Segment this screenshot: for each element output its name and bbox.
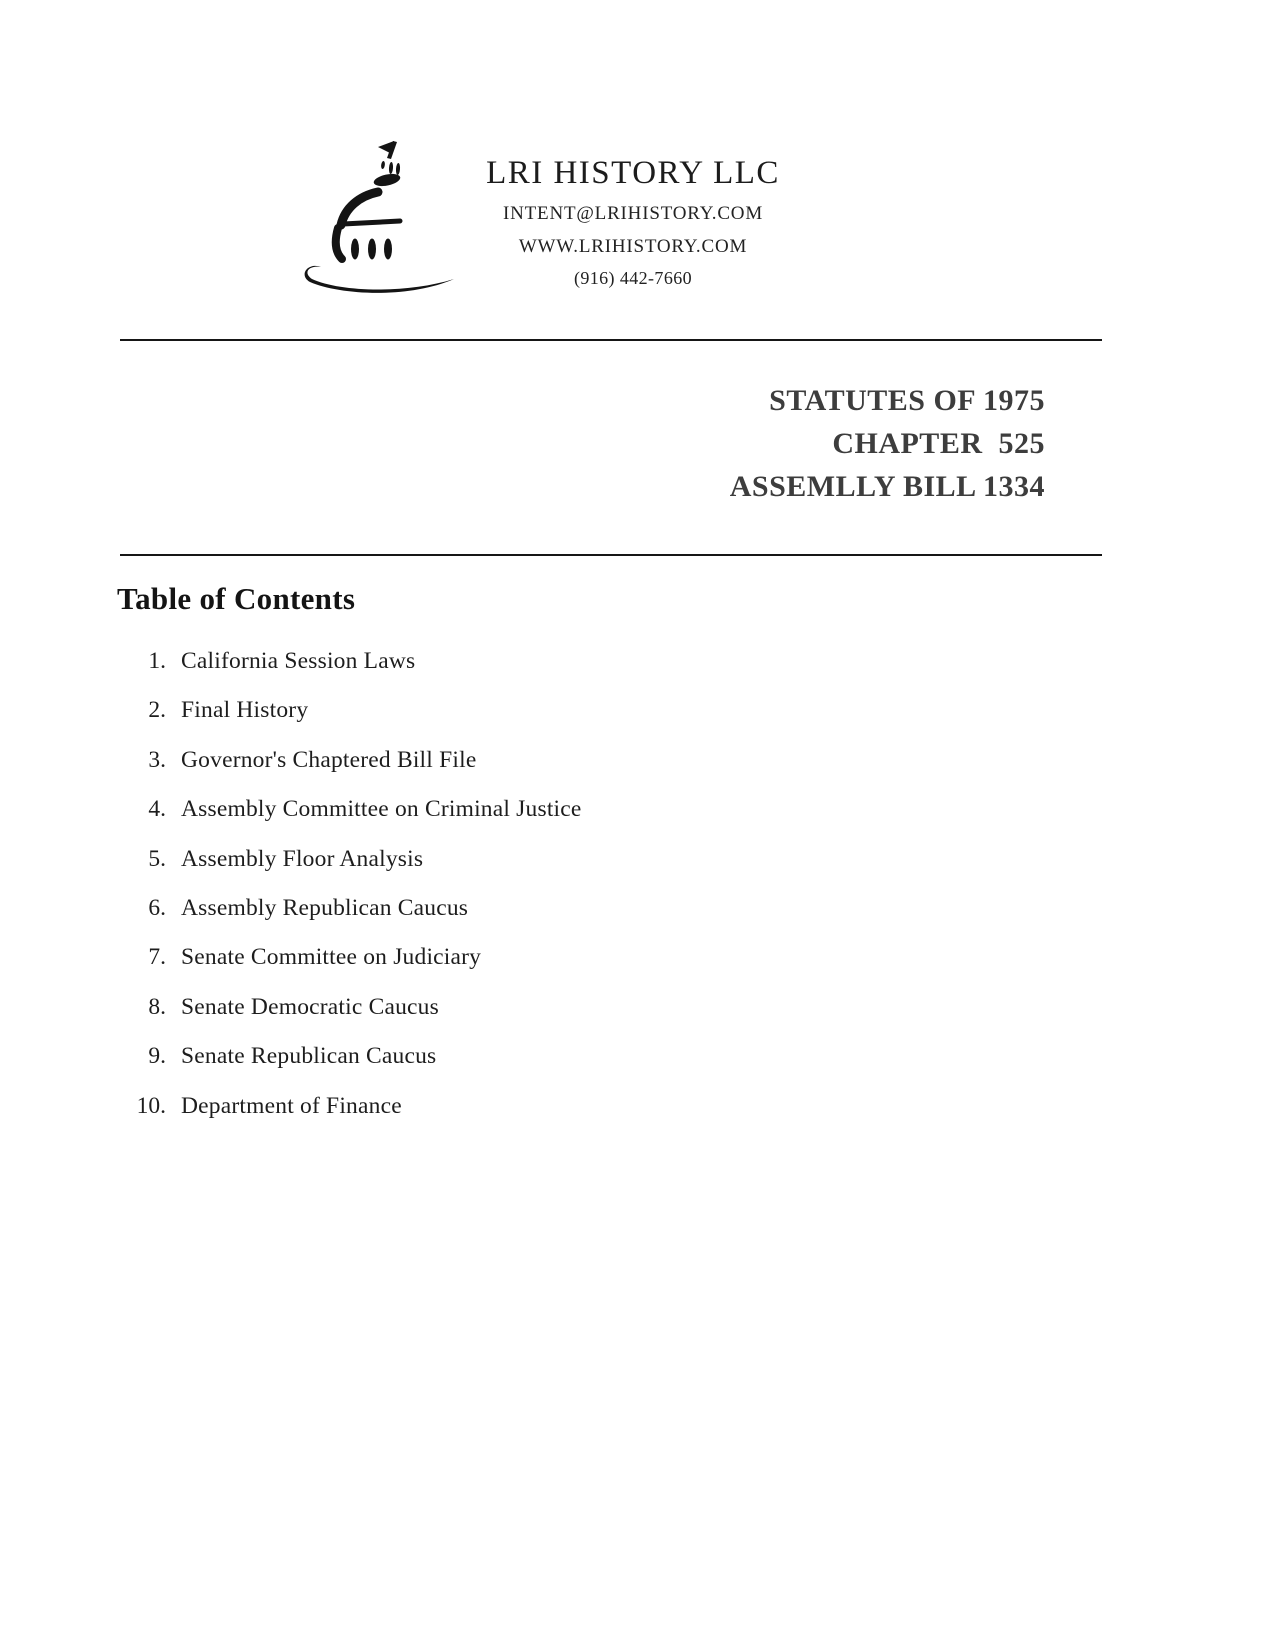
divider-top [120,339,1102,341]
letterhead [433,153,833,290]
toc-item [117,1093,1017,1142]
toc-item-number: 9. [148,1043,166,1070]
toc-item [117,994,1017,1043]
toc-item [117,846,1017,895]
toc-item-label: Final History [181,697,309,724]
toc-item-number: 3. [148,746,166,773]
toc-item-number: 7. [148,944,166,971]
toc-item [117,796,1017,845]
phone-text: (916) 442-7660 [573,268,693,288]
toc-item [117,944,1017,993]
toc-item-label: Senate Democratic Caucus [181,993,439,1020]
toc-item [117,747,1017,796]
toc-item [117,1043,1017,1092]
toc-item [117,895,1017,944]
email-text: INTENT@LRIHISTORY.COM [502,203,764,224]
toc-item-number: 8. [148,993,166,1020]
chapter-line: CHAPTER 525 [832,427,1045,460]
toc-item-label: Department of Finance [181,1092,402,1119]
toc-item-label: Assembly Floor Analysis [181,845,424,872]
toc-item-label: Assembly Committee on Criminal Justice [181,796,582,823]
statutes-line: STATUTES OF 1975 [769,384,1045,417]
assembly-bill-line: ASSEMLLY BILL 1334 [729,470,1045,503]
toc-item-number: 6. [148,894,166,921]
toc-list [117,648,1017,1142]
company-name: LRI HISTORY LLC [486,155,780,191]
toc-item-number: 1. [148,648,166,674]
toc-item-number: 2. [148,697,166,724]
toc-item [117,697,1017,746]
toc-item-label: California Session Laws [181,648,416,674]
toc-item-number: 10. [136,1092,166,1119]
website-text: WWW.LRIHISTORY.COM [518,236,748,257]
toc-heading: Table of Contents [117,581,356,616]
statute-title-block [730,379,1045,508]
toc-item-label: Senate Committee on Judiciary [181,944,482,971]
toc-item-label: Senate Republican Caucus [181,1043,437,1070]
toc-item-label: Governor's Chaptered Bill File [181,746,477,773]
toc-item-number: 5. [148,845,166,872]
toc-item-number: 4. [148,796,166,823]
divider-bottom [120,554,1102,556]
toc-item [117,648,1017,697]
toc-item-label: Assembly Republican Caucus [181,894,469,921]
